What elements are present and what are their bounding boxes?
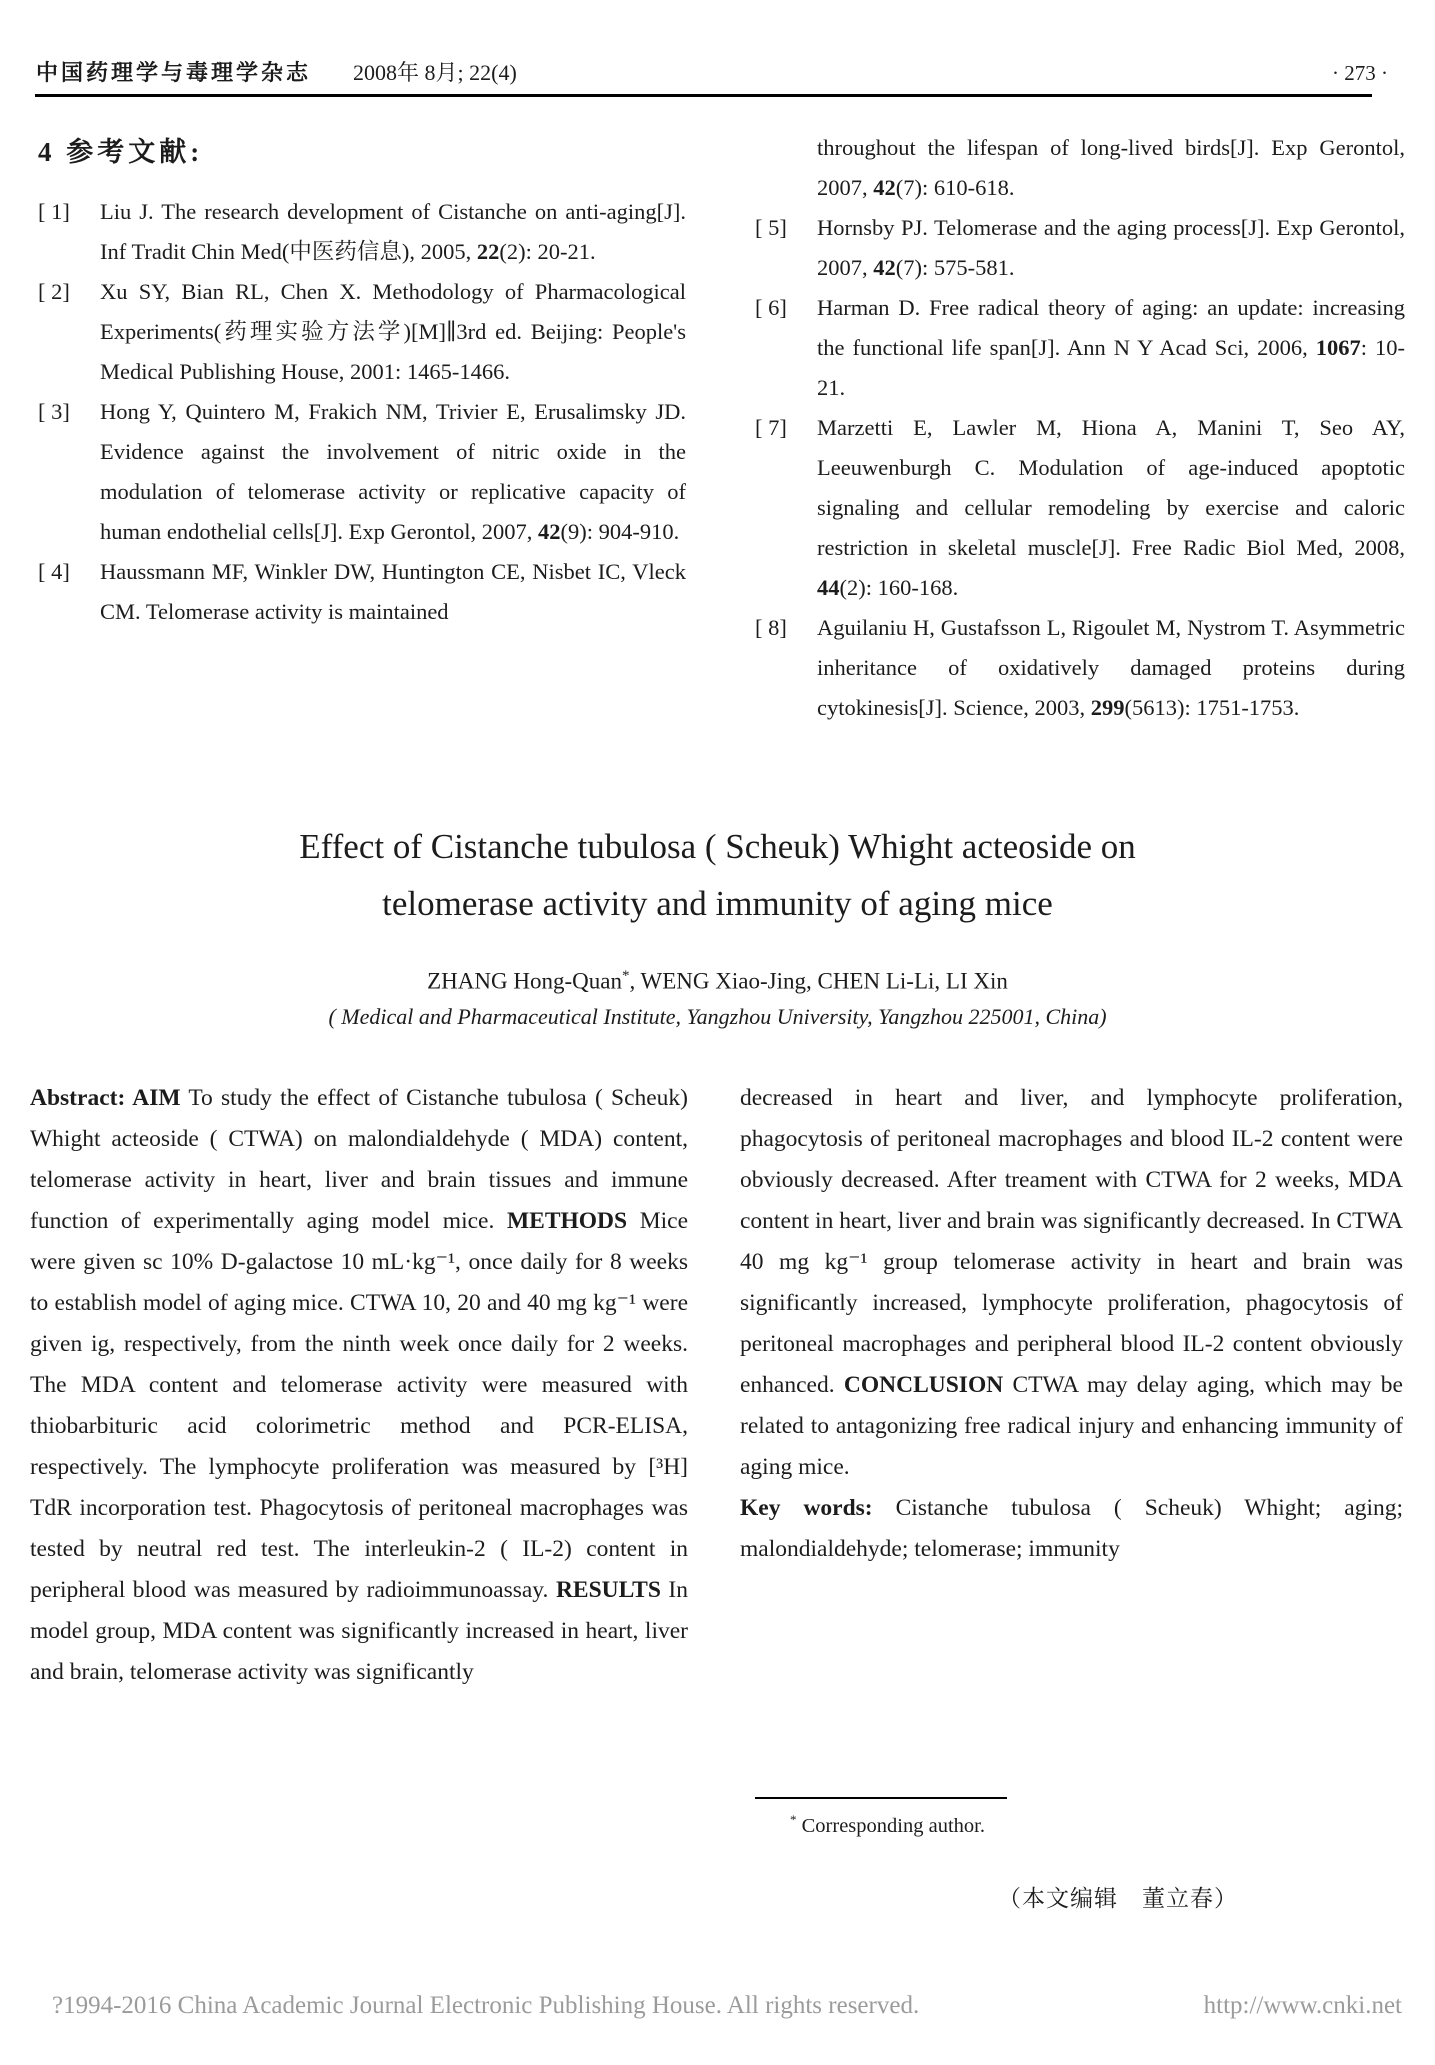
article-title-line2: telomerase activity and immunity of aging mice: [382, 884, 1053, 923]
ref-text: Aguilaniu H, Gustafsson L, Rigoulet M, Nystrom T. Asymmetric inheritance of oxidatively damaged proteins during cytokinesis[J]. Science, 2003, 299(5613): 1751-1753.: [817, 615, 1405, 720]
reference-item: [755, 128, 1405, 208]
abstract-left-column: [30, 1078, 688, 1693]
reference-item: [755, 208, 1405, 288]
authors-line: ZHANG Hong-Quan*, WENG Xiao-Jing, CHEN Li-Li, LI Xin: [427, 968, 1008, 994]
ref-text: Xu SY, Bian RL, Chen X. Methodology of Pharmacological Experiments(药理实验方法学)[M]∥3rd ed. Beijing: People's Medical Publishing House, 2001: 1465-1466.: [100, 279, 686, 384]
ref-number: [ 3]: [38, 399, 70, 424]
reference-item: [38, 552, 686, 632]
header-rule: [35, 94, 1372, 97]
issue-info: 2008年 8月; 22(4): [353, 60, 517, 85]
ref-number: [ 6]: [755, 295, 787, 320]
ref-number: [755, 128, 817, 208]
editor-note: （本文编辑 董立春）: [998, 1886, 1238, 1911]
reference-item: [38, 192, 686, 272]
abstract-right-column: [740, 1078, 1403, 1570]
ref-number: [ 4]: [38, 559, 70, 584]
footnote-rule: [755, 1797, 1007, 1799]
reference-item: [38, 392, 686, 552]
author-name: WENG Xiao-Jing: [640, 968, 806, 994]
author-name: LI Xin: [945, 968, 1008, 994]
corresponding-author-note: [790, 1812, 985, 1838]
author-name: CHEN Li-Li: [817, 968, 935, 994]
footnote-text: Corresponding author.: [801, 1814, 985, 1837]
references-right-column: [755, 128, 1405, 728]
footer-url: http://www.cnki.net: [1203, 1992, 1402, 2019]
footnote-marker: *: [790, 1812, 797, 1827]
references-left-column: [38, 192, 686, 632]
ref-number: [ 8]: [755, 615, 787, 640]
ref-text: Marzetti E, Lawler M, Hiona A, Manini T, Seo AY, Leeuwenburgh C. Modulation of age-induced apoptotic signaling and cellular remodeling by exercise and caloric restriction in skeletal muscle[J]. Free Radic Biol Med, 2008, 44(2): 160-168.: [817, 415, 1405, 600]
page-number: · 273 ·: [1332, 61, 1388, 85]
ref-number: [ 7]: [755, 415, 787, 440]
ref-text: Hornsby PJ. Telomerase and the aging process[J]. Exp Gerontol, 2007, 42(7): 575-581.: [817, 215, 1405, 280]
ref-number: [ 5]: [755, 215, 787, 240]
abstract-paragraph-left: Abstract: AIM To study the effect of Cistanche tubulosa ( Scheuk) Whight acteoside ( CTWA) on malondialdehyde ( MDA) content, telomerase activity in heart, liver and brain tissues and immune function of experimentally aging model mice. METHODS Mice were given sc 10% D-galactose 10 mL·kg⁻¹, once daily for 8 weeks to establish model of aging mice. CTWA 10, 20 and 40 mg kg⁻¹ were given ig, respectively, from the ninth week once daily for 2 weeks. The MDA content and telomerase activity were measured with thiobarbituric acid colorimetric method and PCR-ELISA, respectively. The lymphocyte proliferation was measured by [³H] TdR incorporation test. Phagocytosis of peritoneal macrophages was tested by neutral red test. The interleukin-2 ( IL-2) content in peripheral blood was measured by radioimmunoassay. RESULTS In model group, MDA content was significantly increased in heart, liver and brain, telomerase activity was significantly: [30, 1085, 688, 1685]
reference-item: [755, 288, 1405, 408]
references-heading: 4 参考文献:: [38, 137, 204, 167]
reference-item: [38, 272, 686, 392]
journal-title: 中国药理学与毒理学杂志: [36, 60, 312, 85]
keywords-paragraph: Key words: Cistanche tubulosa ( Scheuk) Whight; aging; malondialdehyde; telomerase; immunity: [740, 1495, 1404, 1562]
ref-text: Hong Y, Quintero M, Frakich NM, Trivier E, Erusalimsky JD. Evidence against the involvement of nitric oxide in the modulation of telomerase activity or replicative capacity of human endothelial cells[J]. Exp Gerontol, 2007, 42(9): 904-910.: [100, 399, 686, 544]
page-header: [36, 56, 1396, 87]
reference-item: [755, 408, 1405, 608]
footer-copyright: ?1994-2016 China Academic Journal Electronic Publishing House. All rights reserved.: [52, 1992, 920, 2019]
ref-number: [ 2]: [38, 279, 70, 304]
abstract-paragraph-right: decreased in heart and liver, and lymphocyte proliferation, phagocytosis of peritoneal macrophages and blood IL-2 content were obviously decreased. After treament with CTWA for 2 weeks, MDA content in heart, liver and brain was significantly decreased. In CTWA 40 mg kg⁻¹ group telomerase activity in heart and brain was significantly increased, lymphocyte proliferation, phagocytosis of peritoneal macrophages and peripheral blood IL-2 content obviously enhanced. CONCLUSION CTWA may delay aging, which may be related to antagonizing free radical injury and enhancing immunity of aging mice.: [740, 1085, 1403, 1480]
ref-number: [ 1]: [38, 199, 70, 224]
article-title-line1: Effect of Cistanche tubulosa ( Scheuk) Whight acteoside on: [299, 827, 1136, 866]
ref-text: throughout the lifespan of long-lived birds[J]. Exp Gerontol, 2007, 42(7): 610-618.: [817, 135, 1405, 200]
reference-item: [755, 608, 1405, 728]
ref-text: Haussmann MF, Winkler DW, Huntington CE, Nisbet IC, Vleck CM. Telomerase activity is maintained: [100, 559, 686, 624]
page-footer: [52, 1992, 1402, 2020]
author-asterisk: *: [621, 968, 630, 984]
ref-text: Liu J. The research development of Cistanche on anti-aging[J]. Inf Tradit Chin Med(中医药信息), 2005, 22(2): 20-21.: [100, 199, 686, 264]
affiliation: ( Medical and Pharmaceutical Institute, Yangzhou University, Yangzhou 225001, China): [328, 1004, 1107, 1029]
ref-text: Harman D. Free radical theory of aging: an update: increasing the functional life span[J]. Ann N Y Acad Sci, 2006, 1067: 10-21.: [817, 295, 1405, 400]
author-name: ZHANG Hong-Quan: [427, 968, 622, 994]
